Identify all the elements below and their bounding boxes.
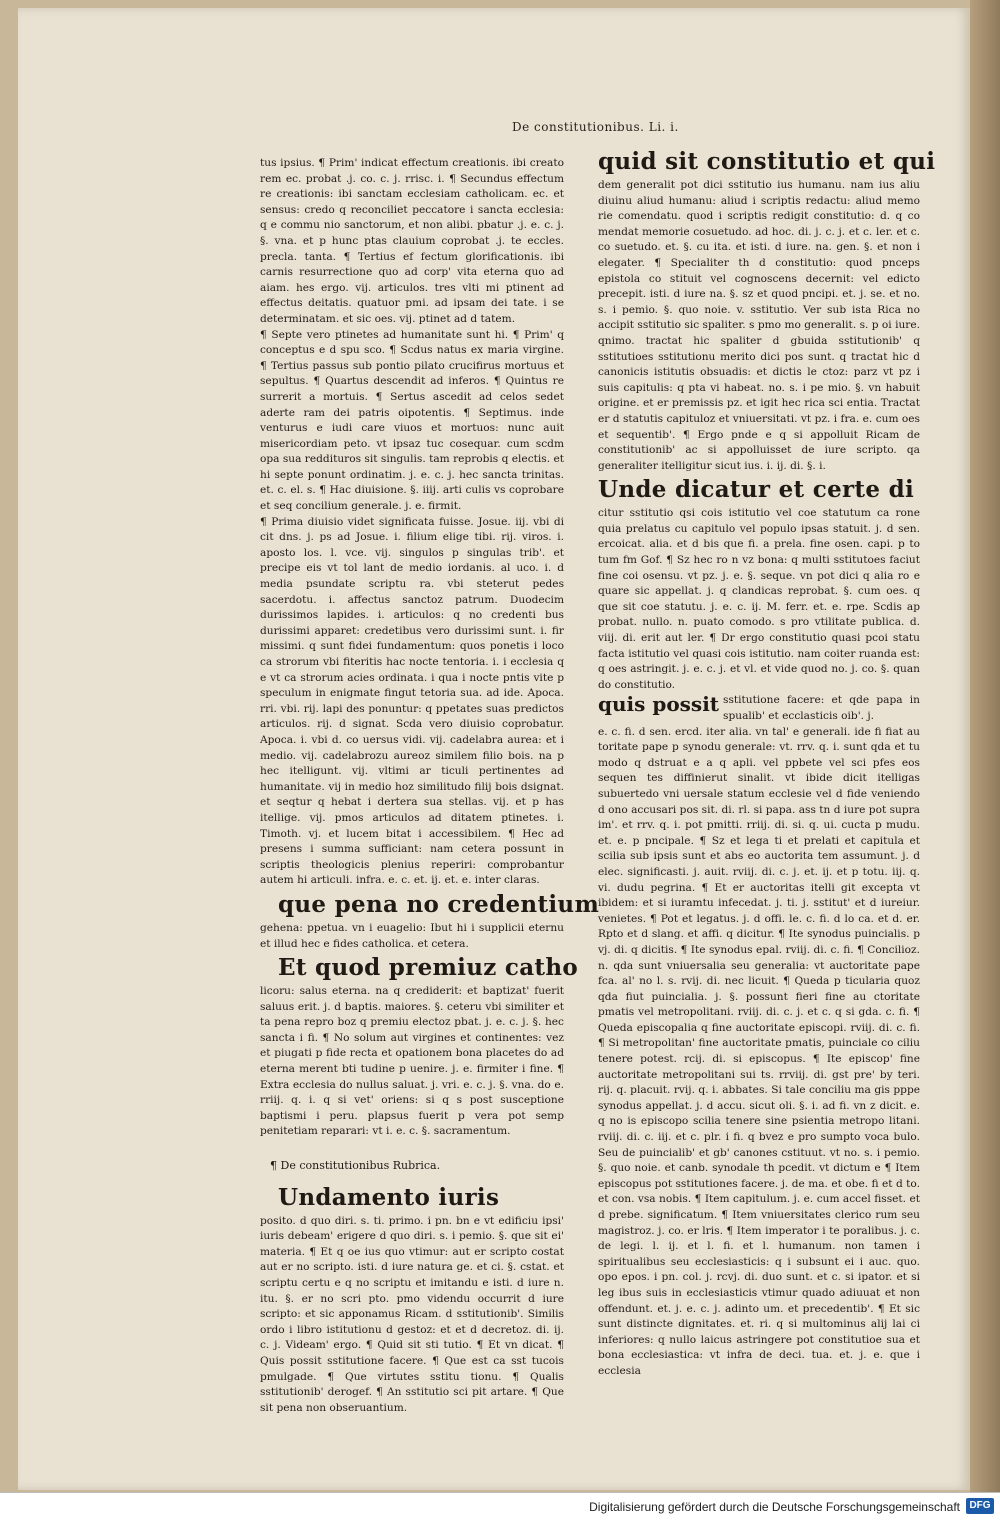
running-header: De constitutionibus. Li. i. (512, 120, 679, 134)
rubric-heading: que pena no credentium (278, 890, 600, 918)
paragraph: licoru: salus eterna. na q crediderit: et baptizat' fuerit saluus erit. j. d baptis. maiores. §. ceteru vbi similiter et ta pena repro boz q premiu electoz pbat. j. e. c. j. §. hec sancta i fi. ¶ No solum aut virgines et continentes: vez et piugati p fide recta et opationem bona placetes do ad eterna merent bti tudine p uenire. j. e. firmiter i fine. ¶ Extra ecclesia do nullus saluat. j. vri. e. c. j. §. vna. do e. rriij. q. i. q si vet' oriens: si q s post susceptione baptismi i peru. plapsus fuerit p vera pot semp penitetiam reparari: vt i. e. c. §. sacramentum. (260, 985, 564, 1138)
rubric-heading: quid sit constitutio et qui (598, 148, 936, 175)
rubric-heading: Unde dicatur et certe di (598, 476, 915, 504)
rubric-heading: Et quod premiuz catho (278, 954, 578, 982)
initial-heading: Undamento iuris (278, 1183, 500, 1211)
paragraph: gehena: ppetua. vn i euagelio: Ibut hi i supplicii eternu et illud hec e fides catholica. et cetera. (260, 921, 564, 950)
paragraph: e. c. fi. d sen. ercd. iter alia. vn tal' e generali. ide fi fiat au toritate pape p synodu generale: vt. rrv. q. i. sunt qda et tu modo q dstruat e a q apli. vel ppbete vel sci pfes eos sequen tes diffinierut sinalit. vt ibide dicit itelligas subuertedo vni uersale statum ecclesie vel d fide veniendo d ono accusari pos sit. di. rl. si papa. ass tn d iure pot supra im'. et rrv. q. i. pot pmitti. rriij. di. si. q. ui. cucta p mudu. et. e. p pncipale. ¶ Sz et lega ti et prelati et capitula et scilia sub ipsis sunt et abs eo auctorita tem assumunt. j. d elec. significasti. j. auit. rviij. di. c. j. et. ij. et p totu. iij. q. vi. dudu pegrina. ¶ Et er auctoritas itelli git excepta vt ibidem: et si iuramtu infecedat. j. ti. j. sstitut' et d iureiur. venietes. ¶ Pot et legatus. j. d offi. le. c. fi. d lo ca. et d. er. Rpto et d slang. et affi. q dicitur. ¶ Ite synodus puincialis. p vj. di. q dicitis. ¶ Ite synodus epal. rviij. di. c. fi. ¶ Concilioz. n. qda sunt vniuersalia seu generalia: vt auctoritate pape fca. al' no l. s. rvij. di. nec licuit. ¶ Queda p ticularia quoz qda fiut puincialia. j. §. possunt fieri fine au ctoritate pmatis vel metropolitani. rviij. di. c. j. et c. q si gda. c. fi. ¶ Queda episcopalia q fine auctoritate episcopi. rviij. di. c. fi. ¶ Si metropolitan' fine auctoritate pmatis, puinciale co ciliu tenere potest. rcij. di. si episcopus. ¶ Ite episcop' fine auctoritate metropolitani sui ts. rrviij. di. gst pre' by teri. rij. q. placuit. rvij. q. i. abbates. Si tale conciliu ma gis pppe synodus appellat. j. d accu. sicut oli. §. i. ad fi. vn z dicit. e. q no is episcopo scilia tenere sine psientia metropo litani. rviij. di. c. iij. et c. plr. i fi. q bvez e pro sumpto voca bulo. Seu de puincialib' et gb' canones cstituut. vt no. s. i pemio. §. quo noie. et canb. synodale th pcedit. vt dictum e ¶ Item episcopus pot sstitutiones facere. j. de ma. et obe. fi et d to. et con. vsa nobis. ¶ Item capitulum. j. e. cum accel fisset. et d prebe. significatum. ¶ Item vniuersitates clerico rum seu magistroz. j. co. er lris. ¶ Item imperator i te poralibus. j. c. de legi. l. ij. et l. fi. et l. humanum. non tamen i spiritualibus seu ecclesiasticis: q i subsunt ei i auc. quo. opo epos. i pn. col. j. rcvj. di. duo sunt. et c. si ipator. et si leg ibus suis in ecclesiasticis vtimur quado adiuuat et non offendunt. et. j. e. c. j. adinto um. et precedentib'. ¶ Et sic sunt distincte dignitates. et. ri. q si multominus alij lai ci inferiores: q nullo laicus astringere pot constitutioe sua et bona ecclesiastica: vt infra de deci. tua. et. j. e. que i ecclesia (598, 725, 920, 1377)
paragraph-with-heading (598, 693, 920, 724)
paragraph: citur sstitutio qsi cois istitutio vel coe statutum ca rone quia prelatus cu capitulo vel populo ipsas statuit. j. d sen. ercoicat. alia. et d bis que fi. a prela. fine osen. capi. p to tum fm Gof. ¶ Sz hec ro n vz bona: q multi sstitutoes faciut fine coi osensu. vt pz. j. e. §. seque. vn pot dici q alia ro e quare sic appellat. j. q clandicas reprobat. §. cum oes. q que sit coe statutu. j. e. c. ij. M. ferr. et. e. rpe. Scdis ap probat. nullo. n. puato comodo. s pro vtilitate publica. d. viij. di. erit aut ler. ¶ Dr ergo constitutio quasi pcoi statu facta istitutio vel quasi cois istitutio. nam coiter ruanda est: q oes astringit. j. e. c. j. et vl. et vide quod no. j. co. §. quan do constitutio. (598, 507, 920, 691)
rubric-heading: quis possit (598, 692, 720, 717)
paragraph: tus ipsius. ¶ Prim' indicat effectum creationis. ibi creato rem ec. probat .j. co. c. j. rrisc. i. ¶ Secundus effectum re creationis: ibi sanctam ecclesiam catholicam. ec. et sensus: credo q reconciliet peccatore i sancta ecclesia: q e commu nio sanctorum, et non alibi. pbatur .j. e. c. j. §. vna. et p hunc ptas clauium coprobat .j. te eccles. precla. tanta. ¶ Tertius ef fectum glorificationis. ibi carnis resurrectione quo ad corp' vita eterna quo ad aiam. hes ergo. vij. articulos. tres vlti mi ptinent ad effectus deitatis. quatuor pmi. ad ipsam dei tate. i se determinatam. et sic oes. vij. ptinet ad d tatem. (260, 157, 564, 325)
paragraph: posito. d quo diri. s. ti. primo. i pn. bn e vt edificiu ipsi' iuris debeam' erigere d quo diri. s. i pemio. §. que sit ei' materia. ¶ Et q oe ius quo vtimur: aut er scripto costat aut er no scripto. isti. d iure natura ge. et ci. §. cstat. et scriptu certu e q no scriptu et imitandu e isti. d iure n. itu. §. er no scri pto. pmo videndu occurrit d iure scripto: et sic apponamus Ricam. d sstitutionib'. Similis ordo i libro istitutionu d gestoz: et et d decretoz. di. ij. c. j. Videam' ergo. ¶ Quid sit sti tutio. ¶ Et vn dicat. ¶ Quis possit sstitutione facere. ¶ Que est ca sst tucois pmulgade. ¶ Que virtutes sstitu tionu. ¶ Qualis sstitutionib' derogef. ¶ An sstitutio sci pit artare. ¶ Que sit pena non obseruantium. (260, 1214, 564, 1414)
right-column (598, 146, 936, 1380)
footer-bar (0, 1492, 1000, 1521)
book-binding (970, 0, 1000, 1521)
paragraph: ¶ Septe vero ptinetes ad humanitate sunt hi. ¶ Prim' q conceptus e d spu sco. ¶ Scdus natus ex maria virgine. ¶ Tertius passus sub pontio pilato crucifirus mortuus et sepultus. ¶ Quartus descendit ad inferos. ¶ Quintus re surrerit a mortuis. ¶ Sertus ascedit ad celos sedet aderte ram dei patris oipotentis. ¶ Septimus. inde venturus e iudi care viuos et mortuos: nunc auit misericordiam peto. vt ipsaz tuc cosequar. cum scdm opa sua reddituros sit singulis. tam reprobis q electis. et hi septe ponunt ordinatim. j. e. c. j. hec sancta trinitas. et. c. el. s. ¶ Hac diuisione. §. iiij. arti culis vs coprobare et seq concilium generale. j. e. firmit. (260, 328, 564, 513)
section-rubric: ¶ De constitutionibus Rubrica. (270, 1159, 441, 1173)
rubric-tail: sstitutione facere: et qde papa in spualib' et ecclasticis oib'. j. (723, 694, 920, 722)
left-column (260, 156, 600, 1416)
paragraph: ¶ Prima diuisio videt significata fuisse. Josue. iij. vbi di cit dns. j. ps ad Josue. i. filium elige tibi. rij. viros. i. aposto los. l. vce. vij. singulos p singulas trib'. et precipe eis vt tol lant de medio iordanis. al uco. i. d media psundate scriptu ra. vbi steterut pedes sacerdotu. i. affectus sanctoz patrum. Duodecim durissimos lapides. i. articulos: q no credenti bus durissimi apparet: credetibus vero durissimi sunt. i. fir missimi. q sunt fidei fundamentum: quos ponetis i loco ca strorum vbi fiteritis hac nocte tentoria. i. i ecclesia q e vt ca strorum acies ordinata. i qua i nocte pntis vite p speculum in enigmate fingut tetoria sua. ad ide. Apoca. rri. vbi. rij. lapi des ponuntur: q ppetates suas predictos articulos. rij. d signat. Scda vero diuisio coprobatur. Apoca. i. vbi d. co uersus vidi. vij. cadelabra aurea: et i medio. vij. cadelabrozu aureoz similem filio bois. na p hec itelligunt. vij. vltimi ar ticuli pertinentes ad humanitate. vij in medio hoz similitudo filij bois dsignat. et seqtur q hebat i dertera sua stellas. vij. et p has itellige. vij. pmos articulos ad ditatem ptinetes. i. Timoth. vj. et lucem bitat i accessibilem. ¶ Hec ad presens i summa sufficiant: nam cetera possunt in scriptis theologicis plenius reperiri: comprobantur autem hi articuli. infra. e. c. et. ij. et. e. inter claras. (260, 515, 564, 887)
dfg-logo-icon: DFG (966, 1498, 994, 1514)
funding-notice: Digitalisierung gefördert durch die Deutsche Forschungsgemeinschaft (589, 1500, 960, 1514)
paragraph: dem generalit pot dici sstitutio ius humanu. nam ius aliu diuinu aliud humanu: aliud i scriptis redactu: aliud memo rie comendatu. quod i scriptis redigit constitutio: d. q co mendat memorie cosuetudo. ad hoc. di. j. c. j. et c. ler. et c. co suetudo. et. §. cu ita. et isti. d iure. na. gen. §. et non i elegater. ¶ Specialiter th d constitutio: quod pnceps epistola co stituit vel cognoscens decernit: vel edicto precepit. isti. d iure na. §. sz et quod pncipi. et. j. se. et no. s. i pemio. §. quo noie. v. sstitutio. Ver sub ista Rica no accipit sstitutio sic spaliter. s pmo mo generalit. s. p oi iure. qnimo. tractat hic spaliter d gbuida sstitutionib' q sstitutioes sstitutionu merito dici pos sunt. q tractat hic d canonicis istitutis obsuadis: et dictis le ctoz: parz vt pz i suis capitulis: q pta vi habeat. no. s. i pe mio. §. vn habuit origine. et er premissis pz. et igit hec rica sci entia. Tractat er d statutis capituloz et vniuersitati. vt pz. i fra. e. cum oes et sequentib'. ¶ Ergo pnde e q si appolluit Ricam de constitutionib' ac si appolluisset de iure scripto. qa generaliter itelligitur sicut ius. i. ij. di. §. i. (598, 179, 920, 472)
